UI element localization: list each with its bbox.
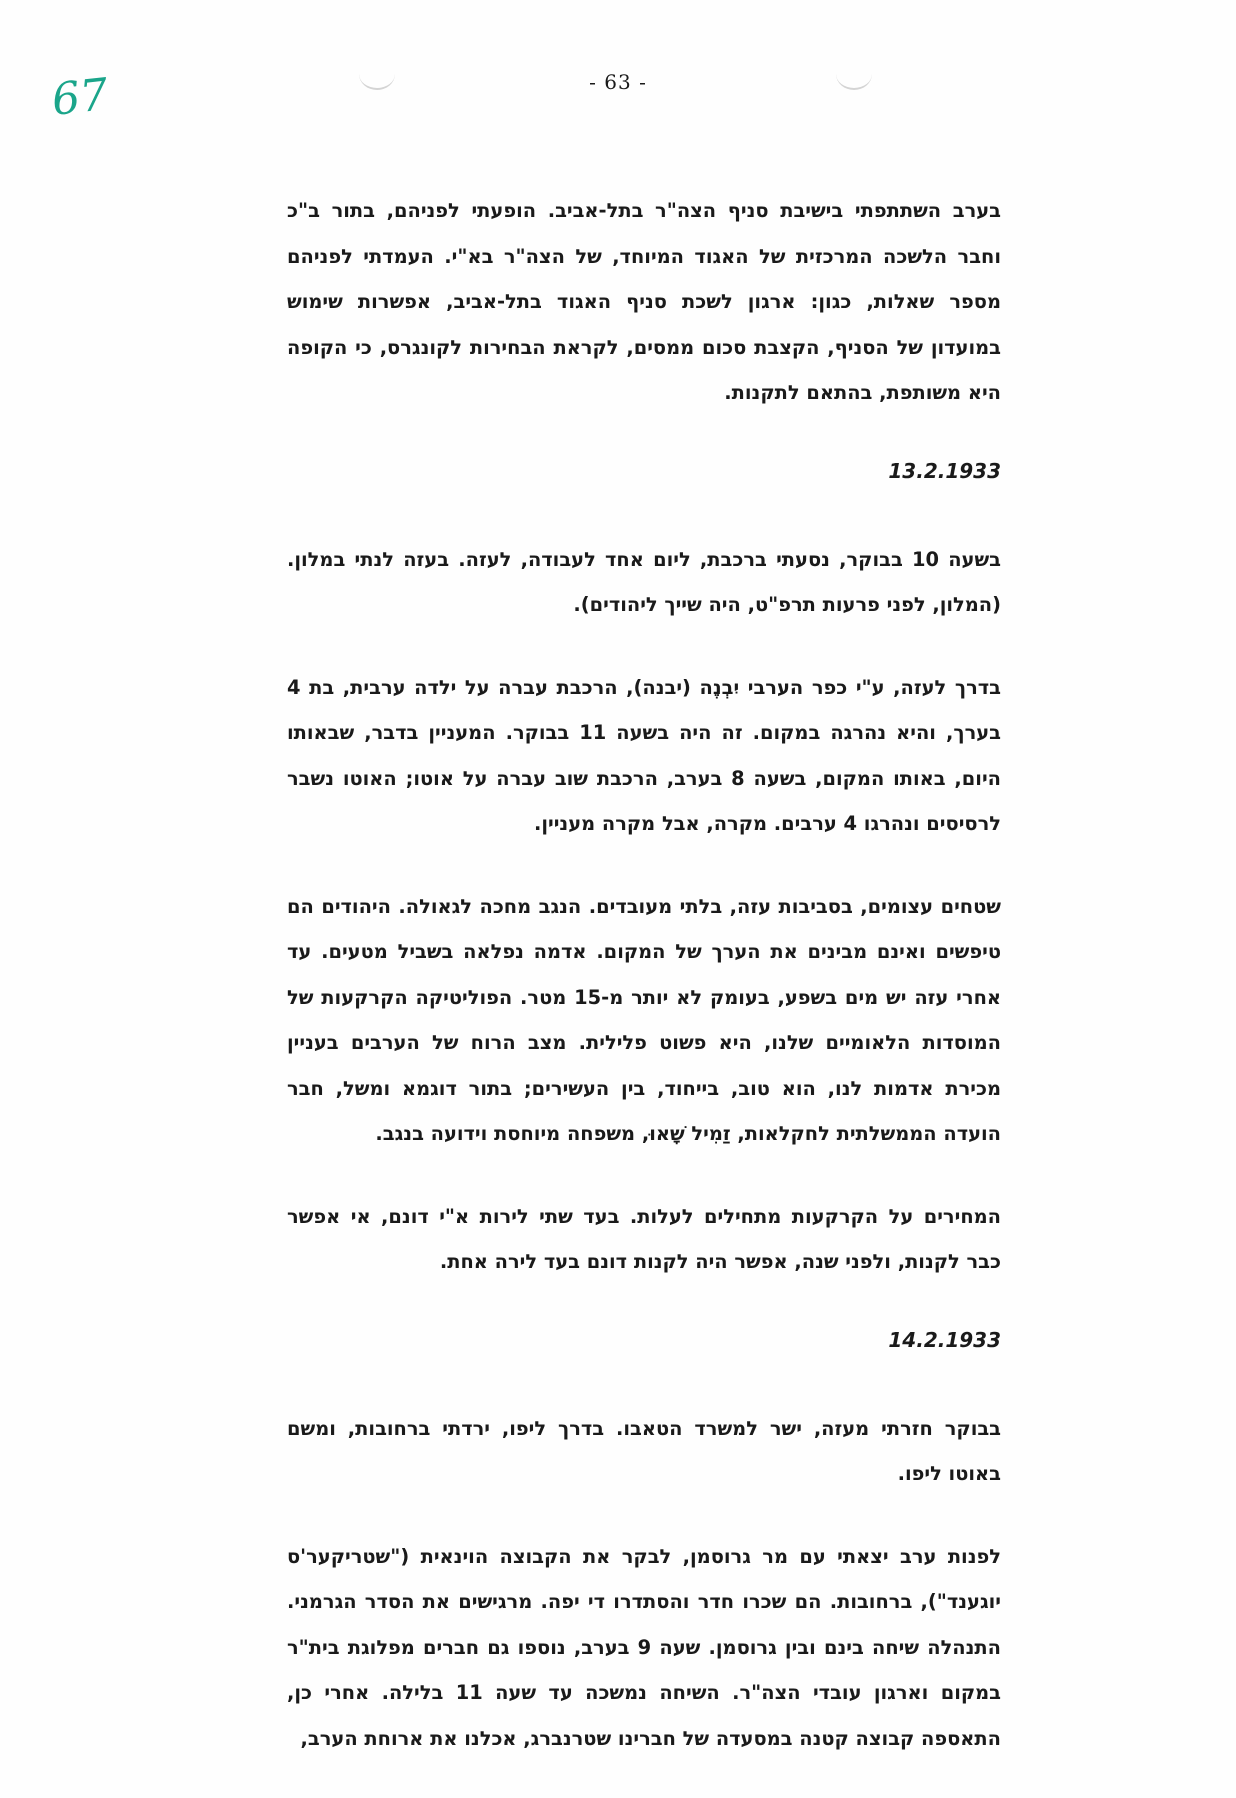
paragraph: המחירים על הקרקעות מתחילים לעלות. בעד שתי לירות א"י דונם, אי אפשר כבר לקנות, ולפני שנה, אפשר היה לקנות דונם בעד לירה אחת.	[287, 1204, 1001, 1273]
handwritten-page-note: 67	[49, 69, 111, 126]
paragraph: שטחים עצומים, בסביבות עזה, בלתי מעובדים. הנגב מחכה לגאולה. היהודים הם טיפשים ואינם מבינים את הערך של המקום. אדמה נפלאה בשביל מטעים. עד אחרי עזה יש מים בשפע, בעומק לא יותר מ-15 מטר. הפוליטיקה הקרקעות של המוסדות הלאומיים שלנו, היא פשוט פלילית. מצב הרוח של הערבים בעניין מכירת אדמות לנו, הוא טוב, בייחוד, בין העשירים; בתור דוגמא ומשל, חבר הועדה הממשלתית לחקלאות, זַמִיל שָׁאוּ, משפחה מיוחסת וידועה בנגב.	[287, 894, 1002, 1145]
paragraph: לפנות ערב יצאתי עם מר גרוסמן, לבקר את הקבוצה הוינאית ("שטריקער'ס יוגענד"), ברחובות. הם שכרו חדר והסתדרו די יפה. מרגישים את הסדר הגרמני. התנהלה שיחה בינם ובין גרוסמן. שעה 9 בערב, נוספו גם חברים מפלוגת בית"ר במקום וארגון עובדי הצה"ר. השיחה נמשכה עד שעה 11 בלילה. אחרי כן, התאספה קבוצה קטנה במסעדה של חברינו שטרנברג, אכלנו את ארוחת הערב,	[287, 1544, 1001, 1750]
paragraph: בשעה 10 בבוקר, נסעתי ברכבת, ליום אחד לעבודה, לעזה. בעזה לנתי במלון. (המלון, לפני פרעות תרפ"ט, היה שייך ליהודים).	[287, 547, 1001, 616]
diary-date-heading: 13.2.1933	[888, 458, 1001, 483]
paragraph: בערב השתתפתי בישיבת סניף הצה"ר בתל-אביב. הופעתי לפניהם, בתור ב"כ וחבר הלשכה המרכזית של האגוד המיוחד, של הצה"ר בא"י. העמדתי לפניהם מספר שאלות, כגון: ארגון לשכת סניף האגוד בתל-אביב, אפשרות שימוש במועדון של הסניף, הקצבת סכום ממסים, לקראת הבחירות לקונגרס, כי הקופה היא משותפת, בהתאם לתקנות.	[287, 199, 1001, 404]
paragraph: בדרך לעזה, ע"י כפר הערבי יִבְנֶה (יבנה), הרכבת עברה על ילדה ערבית, בת 4 בערך, והיא נהרגה במקום. זה היה בשעה 11 בבוקר. המעניין בדבר, שבאותו היום, באותו המקום, בשעה 8 בערב, הרכבת שוב עברה על אוטו; האוטו נשבר לרסיסים ונהרגו 4 ערבים. מקרה, אבל מקרה מעניין.	[287, 675, 1001, 835]
page-number: - 63 -	[589, 70, 647, 94]
paragraph: בבוקר חזרתי מעזה, ישר למשרד הטאבו. בדרך ליפו, ירדתי ברחובות, ומשם באוטו ליפו.	[287, 1416, 1001, 1485]
diary-date-heading: 14.2.1933	[888, 1327, 1001, 1352]
document-body	[287, 188, 1001, 1798]
